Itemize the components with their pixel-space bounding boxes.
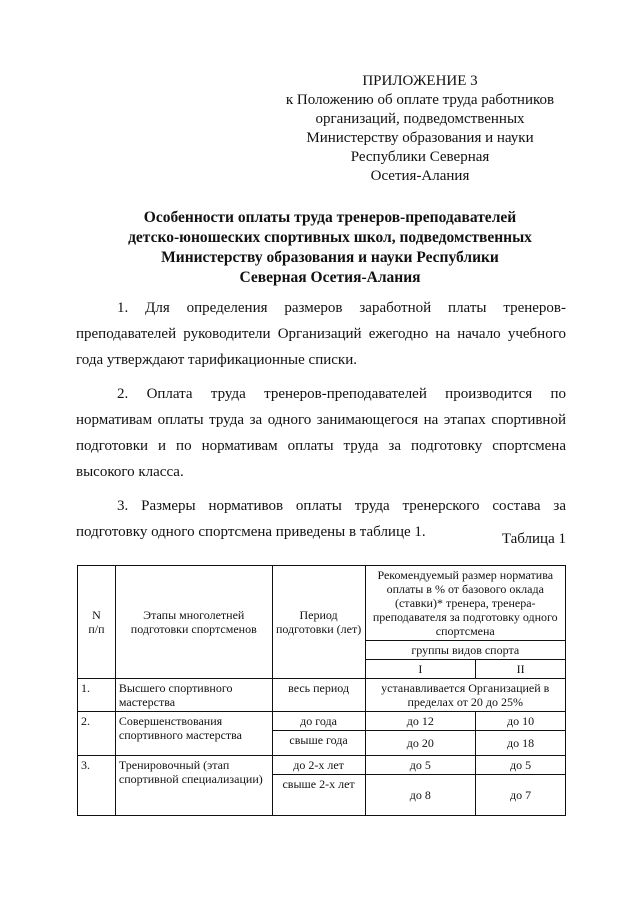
row-num: 2.: [78, 712, 116, 756]
row-group-1: до 12: [365, 712, 476, 731]
row-num: 3.: [78, 756, 116, 816]
table-row: [78, 679, 566, 712]
paragraph-1: 1. Для определения размеров заработной платы тренеров-преподавателей руководители Организаций ежегодно на начало учебного года утверждают тарификационные списки.: [76, 300, 566, 368]
appendix-line: организаций, подведомственных: [315, 111, 525, 127]
appendix-header: [270, 72, 570, 186]
body-text: [76, 295, 566, 545]
title-line: Северная Осетия-Алания: [239, 269, 421, 286]
row-group-2: до 18: [476, 731, 566, 756]
header-group-2: II: [476, 660, 566, 679]
table-row: [78, 756, 566, 775]
row-period: свыше года: [272, 731, 365, 756]
header-period: Период подготовки (лет): [272, 566, 365, 679]
row-group-1: до 5: [365, 756, 476, 775]
appendix-line: Министерству образования и науки: [306, 130, 534, 146]
row-period: до года: [272, 712, 365, 731]
row-group-2: до 10: [476, 712, 566, 731]
appendix-line: к Положению об оплате труда работников: [285, 92, 555, 108]
row-period: весь период: [272, 679, 365, 712]
header-num: N п/п: [78, 566, 116, 679]
header-rate: Рекомендуемый размер норматива оплаты в % от базового оклада (ставки)* тренера, тренера-преподавателя за подготовку одного спортсмена: [365, 566, 565, 641]
paragraph-3: 3. Размеры нормативов оплаты труда тренерского состава за подготовку одного спортсмена приведены в таблице 1.: [76, 498, 566, 540]
row-group-2: до 7: [476, 775, 566, 816]
title-line: Министерству образования и науки Республики: [161, 249, 499, 266]
appendix-line: Осетия-Алания: [370, 168, 470, 184]
row-group-1: до 8: [365, 775, 476, 816]
row-num: 1.: [78, 679, 116, 712]
paragraph-2: 2. Оплата труда тренеров-преподавателей производится по нормативам оплаты труда за одного занимающегося на этапах спортивной подготовки и по нормативам оплаты труда за подготовку спортсмена высокого класса.: [76, 386, 566, 480]
row-period: до 2-х лет: [272, 756, 365, 775]
row-merged-rate: устанавливается Организацией в пределах от 20 до 25%: [365, 679, 565, 712]
row-period: свыше 2-х лет: [272, 775, 365, 816]
row-stage: Тренировочный (этап спортивной специализации): [115, 756, 272, 816]
header-group-1: I: [365, 660, 476, 679]
appendix-number: ПРИЛОЖЕНИЕ 3: [362, 73, 478, 89]
row-group-2: до 5: [476, 756, 566, 775]
document-title: [70, 208, 590, 288]
title-line: Особенности оплаты труда тренеров-преподавателей: [143, 209, 517, 226]
table-caption: Таблица 1: [501, 531, 566, 547]
title-line: детско-юношеских спортивных школ, подведомственных: [128, 229, 532, 246]
header-stages: Этапы многолетней подготовки спортсменов: [115, 566, 272, 679]
row-stage: Высшего спортивного мастерства: [115, 679, 272, 712]
row-group-1: до 20: [365, 731, 476, 756]
table-row: [78, 712, 566, 731]
header-groups: группы видов спорта: [365, 641, 565, 660]
appendix-line: Республики Северная: [350, 149, 490, 165]
rates-table: [77, 565, 566, 816]
row-stage: Совершенствования спортивного мастерства: [115, 712, 272, 756]
